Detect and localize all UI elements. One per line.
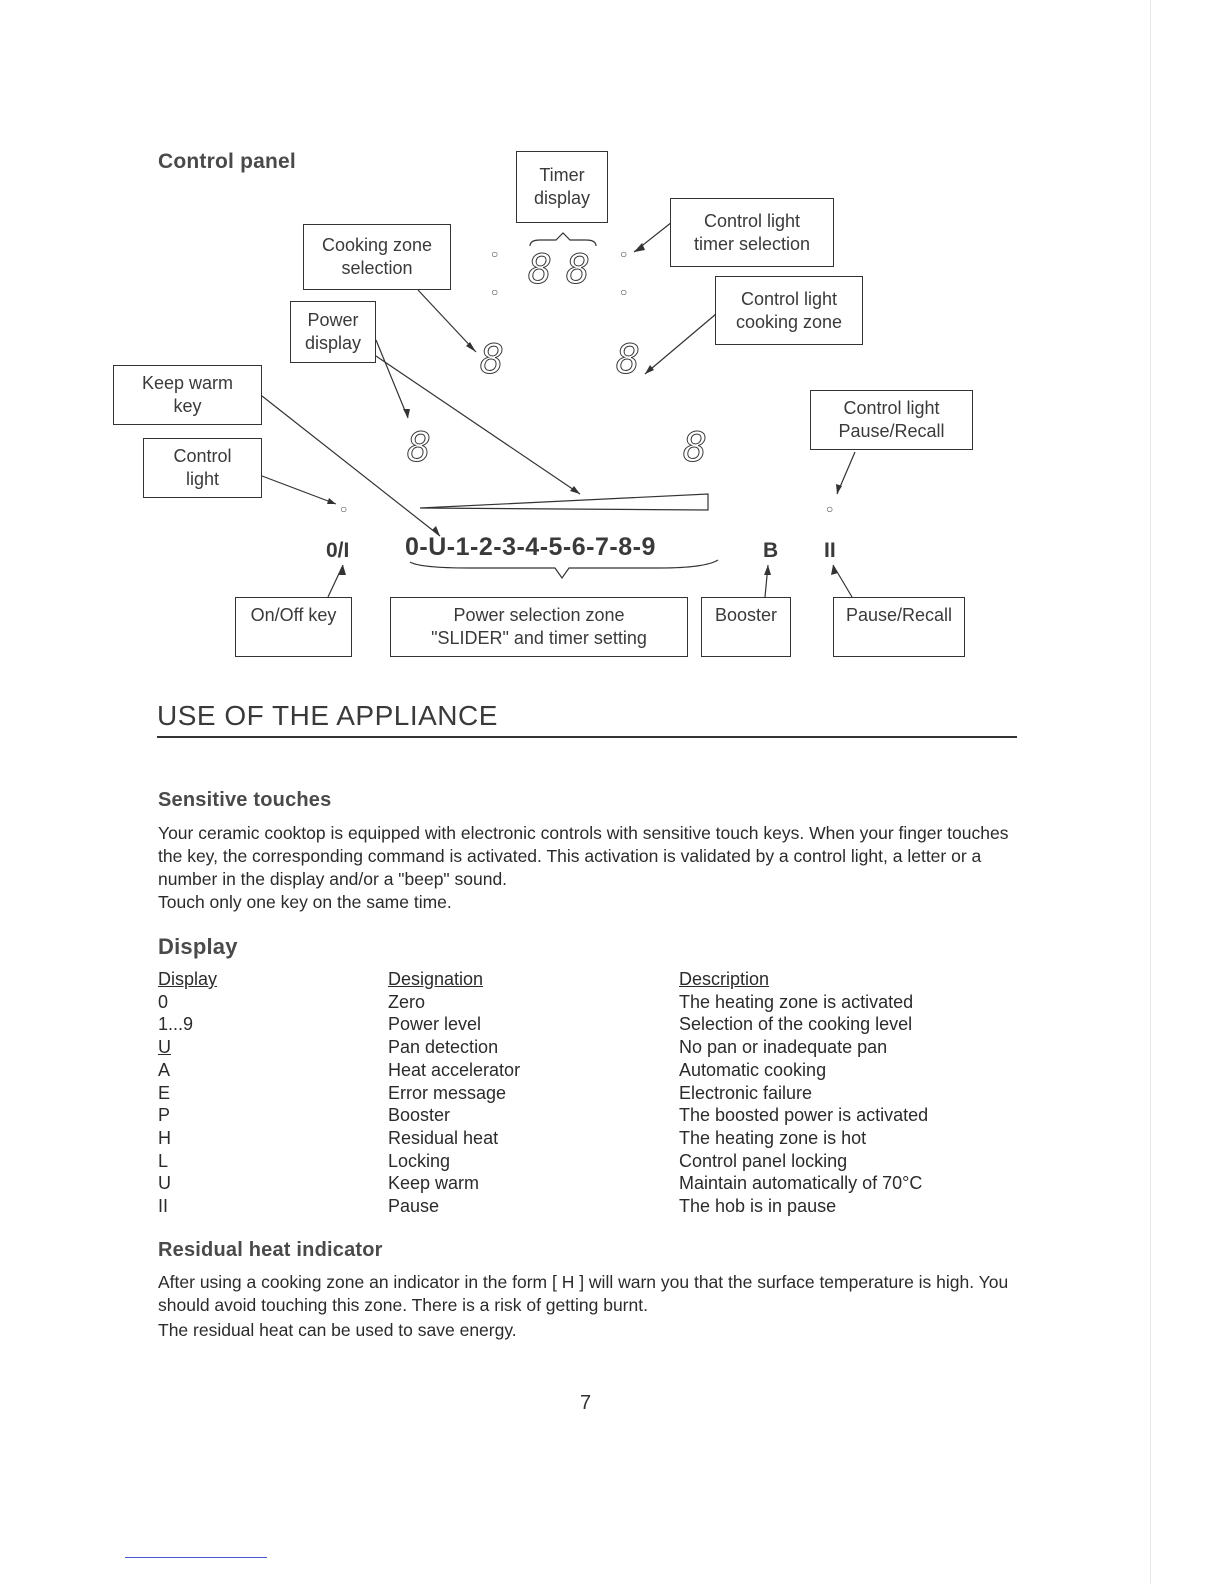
table-cell: The heating zone is activated	[679, 991, 914, 1012]
keep-warm-key-label: Keep warm key	[113, 365, 262, 425]
arrowhead-control-light	[327, 498, 336, 504]
control-light-timer-label: Control light timer selection	[670, 198, 834, 267]
control-light-pause-label: Control light Pause/Recall	[810, 390, 973, 450]
arrowhead-power-display-1	[403, 409, 410, 418]
zone-digit-front-right: 8	[683, 425, 708, 471]
table-cell: Residual heat	[388, 1127, 499, 1148]
table-cell: The boosted power is activated	[679, 1105, 929, 1126]
booster-label: Booster	[701, 597, 791, 657]
table-cell: Locking	[388, 1150, 451, 1171]
residual-heat-note: The residual heat can be used to save energy.	[158, 1320, 517, 1340]
control-light-label: Control light	[143, 438, 262, 498]
sensitive-touches-heading: Sensitive touches	[158, 789, 332, 811]
table-cell: U	[158, 1037, 171, 1058]
table-cell: Zero	[388, 991, 426, 1012]
table-cell: Pause	[388, 1196, 440, 1217]
arrowhead-power-display-2	[570, 486, 580, 494]
display-heading: Display	[158, 934, 238, 959]
slider-brace	[410, 560, 718, 578]
table-cell: 1...9	[158, 1014, 194, 1035]
table-cell: Booster	[388, 1105, 451, 1126]
arrowhead-control-light-cooking-zone	[645, 365, 654, 374]
timer-digit-2: 8	[566, 247, 591, 293]
description-column	[679, 968, 928, 1218]
table-cell: L	[158, 1150, 169, 1171]
section-rule	[157, 736, 1017, 738]
indicator-dot: ○	[340, 502, 348, 516]
on-off-key-label: On/Off key	[235, 597, 352, 657]
table-cell: No pan or inadequate pan	[679, 1037, 888, 1058]
table-header: Description	[679, 969, 770, 989]
leader-power-display-1	[376, 340, 408, 418]
zone-digit-rear-left: 8	[480, 337, 505, 383]
table-header: Designation	[388, 969, 484, 989]
table-cell: Selection of the cooking level	[679, 1014, 913, 1035]
power-wedge	[420, 494, 708, 510]
section-title: USE OF THE APPLIANCE	[157, 700, 498, 731]
table-cell: E	[158, 1082, 171, 1103]
table-cell: Error message	[388, 1082, 507, 1103]
arrowhead-booster	[764, 565, 771, 575]
table-cell: II	[158, 1196, 169, 1217]
cooking-zone-selection-label: Cooking zone selection	[303, 224, 451, 290]
table-cell: The hob is in pause	[679, 1196, 837, 1217]
table-cell: Keep warm	[388, 1173, 480, 1194]
zone-digit-front-left: 8	[407, 425, 432, 471]
table-cell: Heat accelerator	[388, 1059, 521, 1080]
table-cell: Power level	[388, 1014, 482, 1035]
residual-heat-paragraph: After using a cooking zone an indicator in the form [ H ] will warn you that the surface temperature is high. You should avoid touching this zone. There is a risk of getting burnt.	[158, 1272, 1009, 1315]
indicator-dot: ○	[491, 247, 499, 261]
timer-brace	[530, 233, 596, 246]
table-cell: U	[158, 1173, 171, 1194]
table-cell: 0	[158, 991, 169, 1012]
table-cell: The heating zone is hot	[679, 1127, 867, 1148]
booster-symbol: B	[763, 539, 779, 562]
pause-symbol: II	[824, 539, 836, 562]
indicator-dot: ○	[826, 502, 834, 516]
table-cell: Control panel locking	[679, 1150, 848, 1171]
sensitive-touches-note: Touch only one key on the same time.	[158, 892, 452, 912]
indicator-dot: ○	[620, 247, 628, 261]
residual-heat-heading: Residual heat indicator	[158, 1239, 383, 1261]
control-light-cooking-zone-label: Control light cooking zone	[715, 276, 863, 345]
table-cell: Pan detection	[388, 1037, 499, 1058]
pause-recall-label: Pause/Recall	[833, 597, 965, 657]
table-cell: P	[158, 1105, 171, 1126]
on-off-symbol: 0/I	[326, 539, 350, 562]
table-cell: Automatic cooking	[679, 1059, 827, 1080]
designation-column	[388, 968, 520, 1218]
table-cell: Electronic failure	[679, 1082, 813, 1103]
zone-digit-rear-right: 8	[616, 337, 641, 383]
timer-display-label: Timer display	[516, 151, 608, 223]
table-cell: H	[158, 1127, 171, 1148]
leader-control-light-cooking-zone	[645, 314, 716, 374]
leader-on-off	[328, 565, 343, 597]
timer-digit-1: 8	[528, 247, 553, 293]
leader-control-light	[262, 476, 336, 504]
indicator-dot: ○	[491, 285, 499, 299]
control-panel-title: Control panel	[158, 150, 296, 173]
table-cell: Maintain automatically of 70°C	[679, 1173, 923, 1194]
diagram-leader-lines	[0, 0, 1224, 700]
leader-cooking-zone-selection	[418, 290, 476, 352]
power-selection-zone-label: Power selection zone "SLIDER" and timer setting	[390, 597, 688, 657]
table-header: Display	[158, 969, 218, 989]
table-cell: A	[158, 1059, 171, 1080]
slider-sequence: 0-U-1-2-3-4-5-6-7-8-9	[405, 533, 656, 561]
indicator-dot: ○	[620, 285, 628, 299]
power-display-label: Power display	[290, 301, 376, 363]
footnote-rule	[125, 1557, 267, 1558]
page-number: 7	[580, 1392, 592, 1414]
display-column	[158, 968, 217, 1218]
sensitive-touches-paragraph: Your ceramic cooktop is equipped with electronic controls with sensitive touch keys. When your finger touches the key, the corresponding command is activated. This activation is validated by a control light, a letter or a number in the display and/or a "beep" sound.	[158, 823, 1009, 889]
